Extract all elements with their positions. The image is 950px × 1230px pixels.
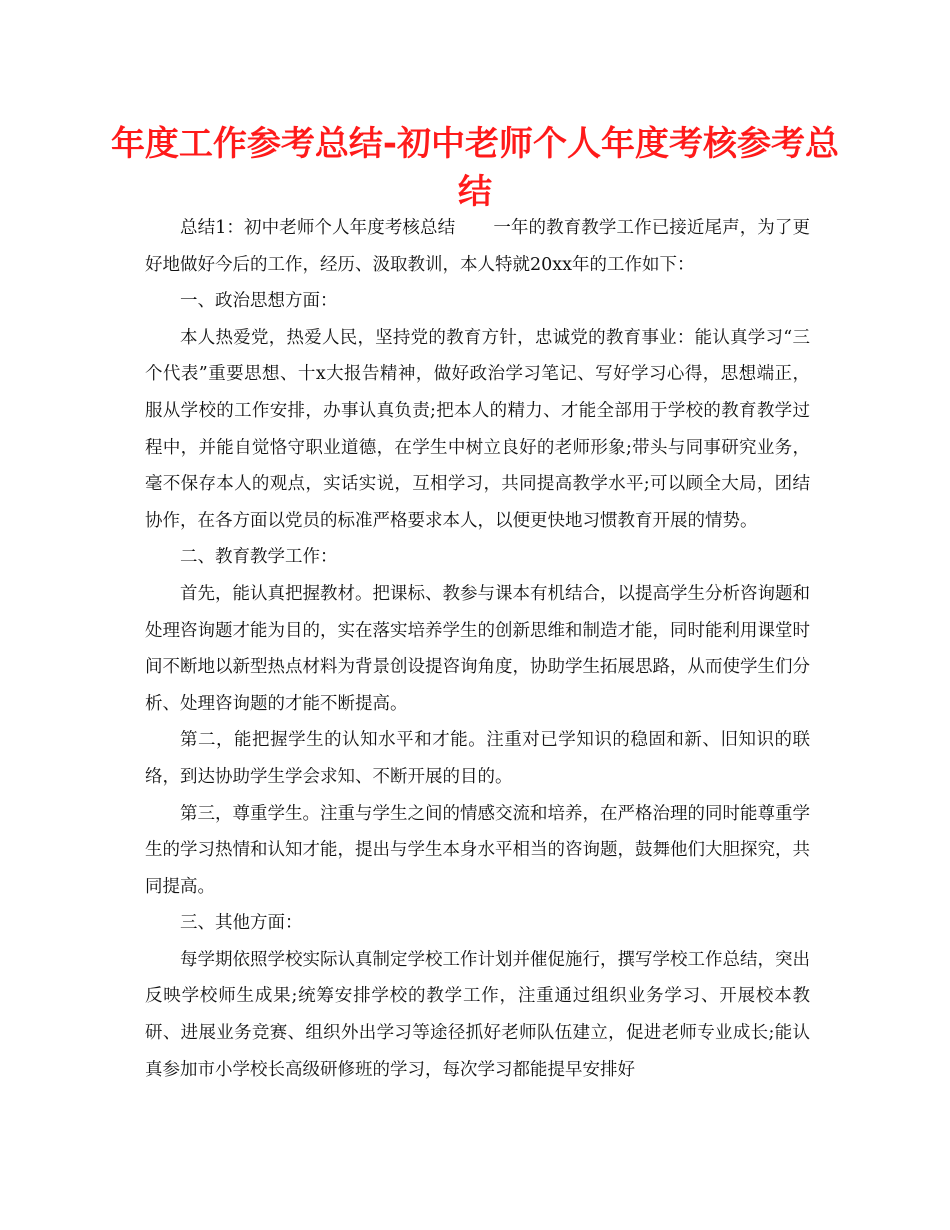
paragraph-other: 每学期依照学校实际认真制定学校工作计划并催促施行，撰写学校工作总结，突出反映学校师生成果;统筹安排学校的教学工作，注重通过组织业务学习、开展校本教研、进展业务竞赛、组织外出学习等途径抓好老师队伍建立，促进老师专业成长;能认真参加市小学校长高级研修班的学习，每次学习都能提早安排好	[145, 949, 810, 1080]
paragraph-teaching-second: 第二，能把握学生的认知水平和才能。注重对已学知识的稳固和新、旧知识的联络，到达协助学生学会求知、不断开展的目的。	[145, 730, 810, 787]
paragraph-teaching-third: 第三，尊重学生。注重与学生之间的情感交流和培养，在严格治理的同时能尊重学生的学习热情和认知才能，提出与学生本身水平相当的咨询题，鼓舞他们大胆探究，共同提高。	[145, 803, 810, 897]
document-body	[145, 210, 810, 1088]
section-heading-other: 三、其他方面：	[180, 913, 303, 934]
paragraph-politics: 本人热爱党，热爱人民，坚持党的教育方针，忠诚党的教育事业：能认真学习“三个代表”重要思想、十x大报告精神，做好政治学习笔记、写好学习心得，思想端正，服从学校的工作安排，办事认真负责;把本人的精力、才能全部用于学校的教育教学过程中，并能自觉恪守职业道德，在学生中树立良好的老师形象;带头与同事研究业务，毫不保存本人的观点，实话实说，互相学习，共同提高教学水平;可以顾全大局，团结协作，在各方面以党员的标准严格要求本人，以便更快地习惯教育开展的情势。	[145, 327, 810, 531]
intro-label: 总结1：初中老师个人年度考核总结	[180, 218, 456, 238]
section-heading-politics: 一、政治思想方面：	[180, 291, 338, 312]
paragraph-teaching-first: 首先，能认真把握教材。把课标、教参与课本有机结合，以提高学生分析咨询题和处理咨询题才能为目的，实在落实培养学生的创新思维和制造才能，同时能利用课堂时间不断地以新型热点材料为背景创设提咨询角度，协助学生拓展思路，从而使学生们分析、处理咨询题的才能不断提高。	[145, 583, 810, 714]
intro-text: 一年的教育教学工作已接近尾声，为了更好地做好今后的工作，经历、汲取教训，本人特就20xx年的工作如下：	[145, 218, 810, 275]
section-heading-teaching: 二、教育教学工作：	[180, 547, 338, 568]
document-title: 年度工作参考总结-初中老师个人年度考核参考总结	[110, 124, 840, 212]
intro-paragraph	[145, 210, 810, 283]
